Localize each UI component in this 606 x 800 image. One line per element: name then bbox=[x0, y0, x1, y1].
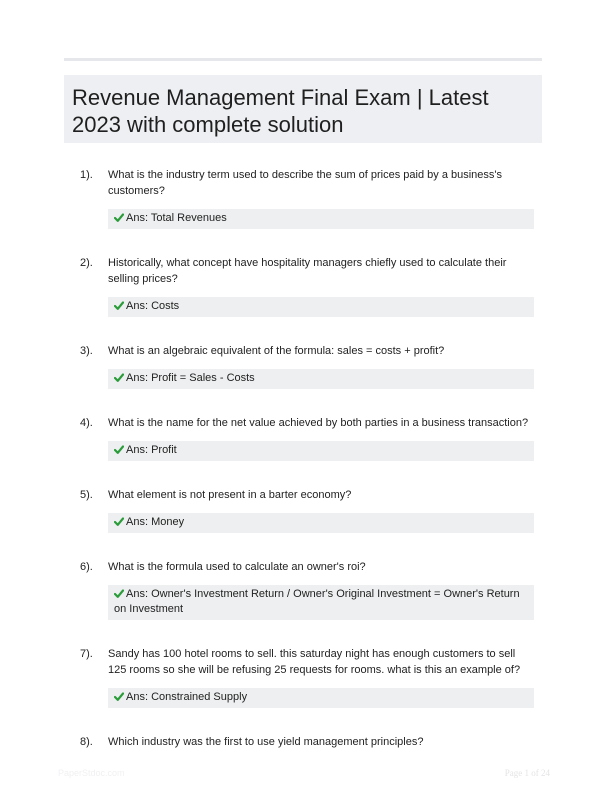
question-item-2 bbox=[80, 255, 540, 317]
check-icon bbox=[114, 213, 124, 222]
answer-text: Ans: Costs bbox=[126, 300, 180, 312]
question-number: 7). bbox=[80, 648, 93, 660]
question-item-7 bbox=[80, 646, 540, 708]
check-icon bbox=[114, 373, 124, 382]
question-list bbox=[80, 167, 540, 750]
question-item-1 bbox=[80, 167, 540, 229]
question-number: 4). bbox=[80, 417, 93, 429]
title-banner bbox=[64, 75, 542, 143]
check-icon bbox=[114, 589, 124, 598]
question-number: 5). bbox=[80, 489, 93, 501]
footer-watermark: PaperStdoc.com bbox=[58, 768, 125, 778]
document-title: Revenue Management Final Exam | Latest 2023 with complete solution bbox=[72, 85, 489, 137]
question-number: 2). bbox=[80, 257, 93, 269]
page-number: Page 1 of 24 bbox=[504, 768, 550, 778]
answer-box bbox=[108, 441, 534, 461]
question-text: What is the name for the net value achieved by both parties in a business transaction? bbox=[108, 417, 529, 429]
question-text: What is the industry term used to describe the sum of prices paid by a business's customers? bbox=[108, 169, 503, 197]
question-text: What element is not present in a barter economy? bbox=[108, 489, 352, 501]
question-text: Historically, what concept have hospitality managers chiefly used to calculate their selling prices? bbox=[108, 257, 507, 285]
answer-text: Ans: Profit bbox=[126, 444, 177, 456]
question-item-4 bbox=[80, 415, 540, 461]
check-icon bbox=[114, 517, 124, 526]
question-item-5 bbox=[80, 487, 540, 533]
question-number: 6). bbox=[80, 561, 93, 573]
check-icon bbox=[114, 692, 124, 701]
answer-text: Ans: Money bbox=[126, 516, 185, 528]
check-icon bbox=[114, 301, 124, 310]
answer-text: Ans: Constrained Supply bbox=[126, 691, 248, 703]
question-number: 3). bbox=[80, 345, 93, 357]
answer-box bbox=[108, 209, 534, 229]
answer-box bbox=[108, 513, 534, 533]
answer-text: Ans: Total Revenues bbox=[126, 212, 227, 224]
check-icon bbox=[114, 445, 124, 454]
answer-box bbox=[108, 369, 534, 389]
question-item-8 bbox=[80, 734, 540, 750]
answer-text: Ans: Profit = Sales - Costs bbox=[126, 372, 255, 384]
question-text: What is an algebraic equivalent of the formula: sales = costs + profit? bbox=[108, 345, 445, 357]
question-number: 1). bbox=[80, 169, 93, 181]
answer-box bbox=[108, 688, 534, 708]
answer-box bbox=[108, 585, 534, 620]
answer-text: Ans: Owner's Investment Return / Owner's Original Investment = Owner's Return on Investment bbox=[114, 588, 520, 615]
question-text: What is the formula used to calculate an owner's roi? bbox=[108, 561, 366, 573]
question-text: Sandy has 100 hotel rooms to sell. this saturday night has enough customers to sell 125 rooms so she will be refusing 25 requests for rooms. what is this an example of? bbox=[108, 648, 521, 676]
question-number: 8). bbox=[80, 736, 93, 748]
question-item-6 bbox=[80, 559, 540, 620]
answer-box bbox=[108, 297, 534, 317]
question-item-3 bbox=[80, 343, 540, 389]
question-text: Which industry was the first to use yield management principles? bbox=[108, 736, 424, 748]
top-divider bbox=[64, 58, 542, 61]
